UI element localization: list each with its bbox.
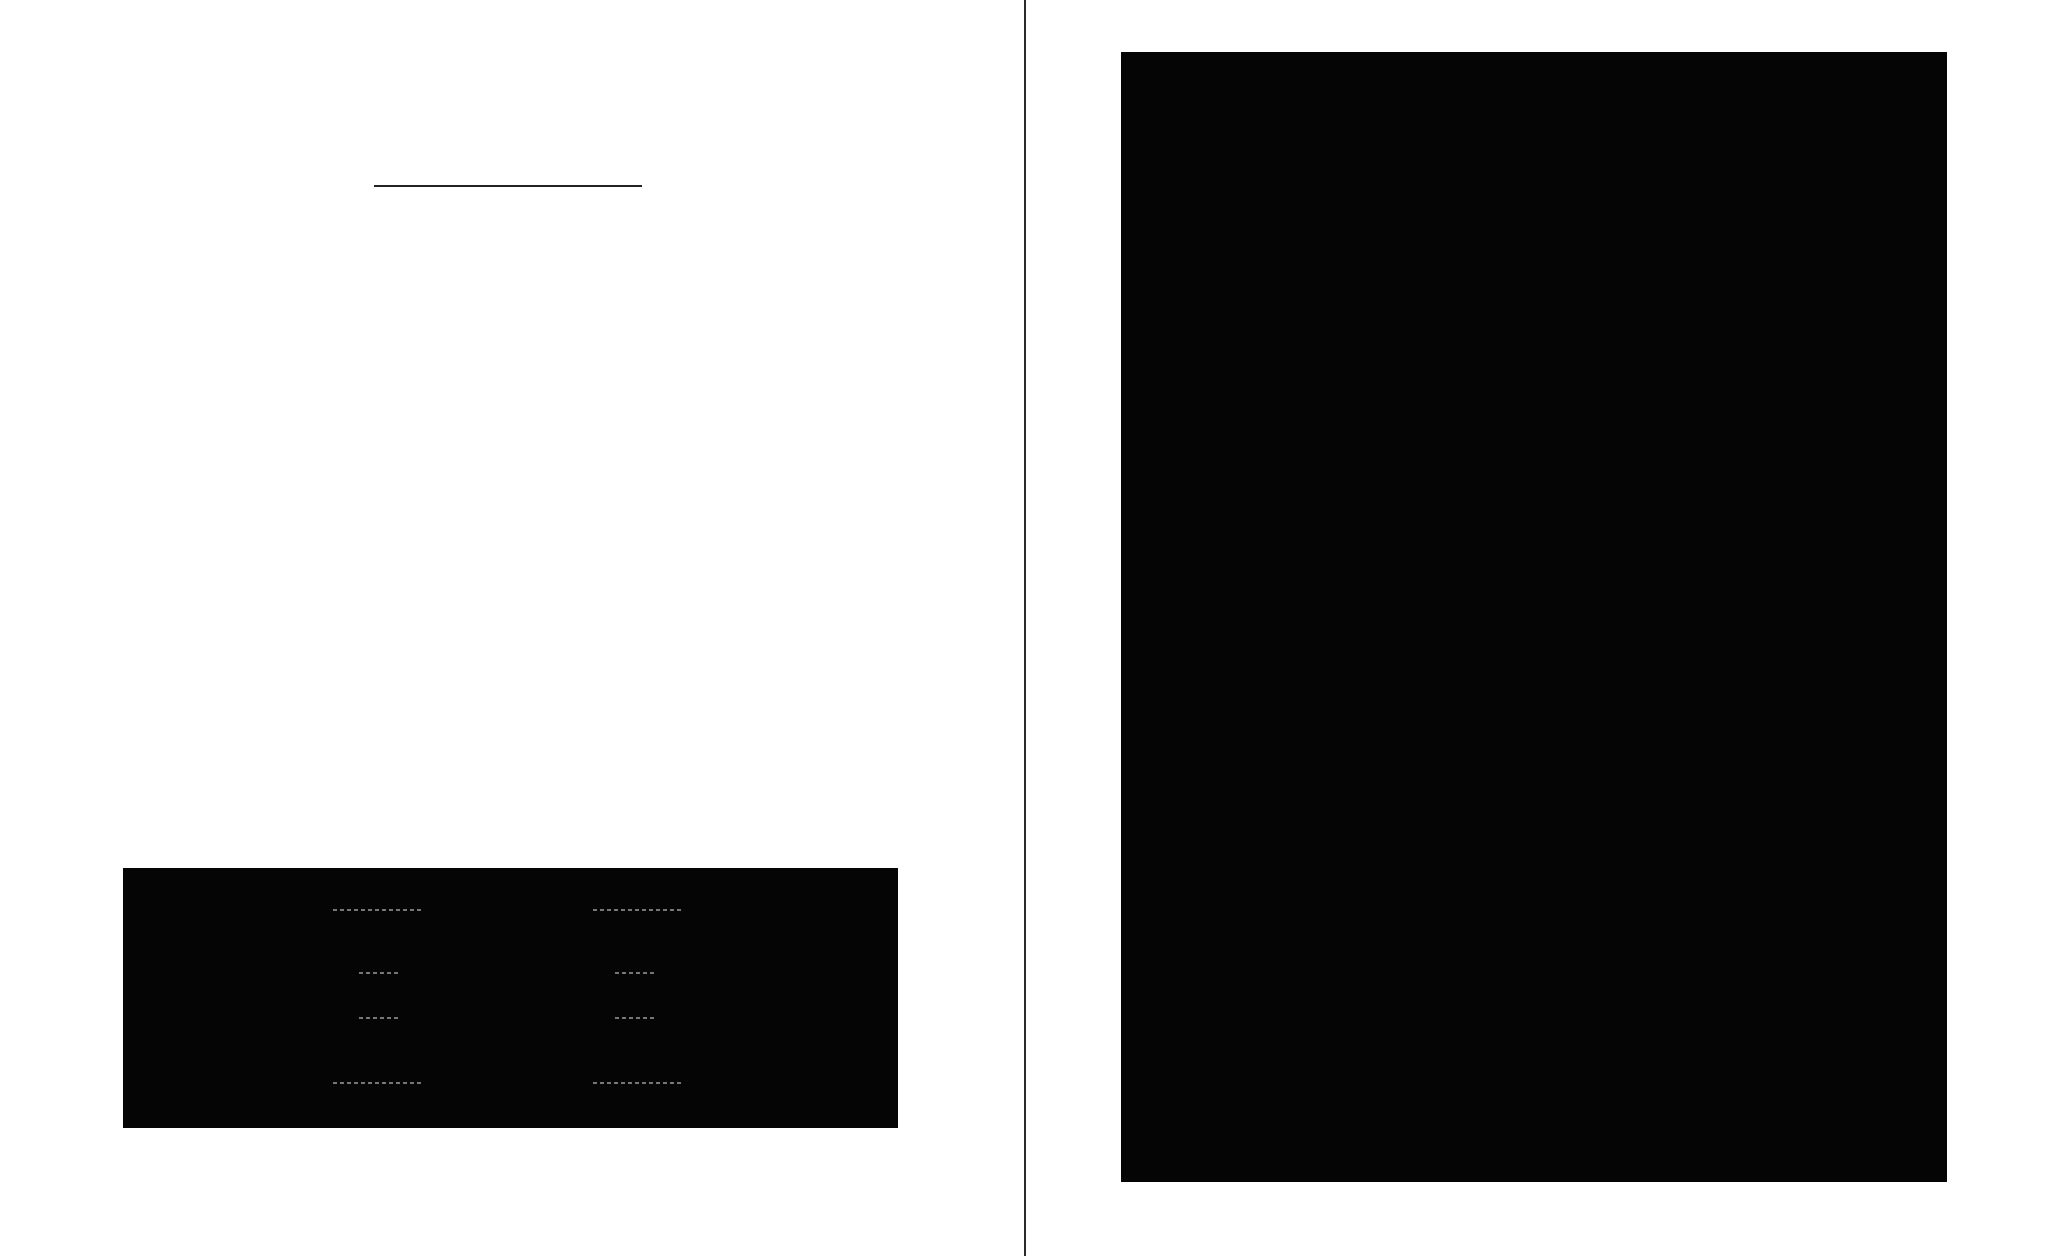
right-page [1026, 0, 2048, 1256]
title-divider [374, 185, 642, 187]
geometric-diagram [123, 868, 898, 1128]
harmonograph-image [1121, 52, 1947, 1182]
geometric-diagram-figure [123, 868, 898, 1128]
harmonograph-figure [1121, 52, 1947, 1182]
connector-dashes [333, 910, 683, 1083]
